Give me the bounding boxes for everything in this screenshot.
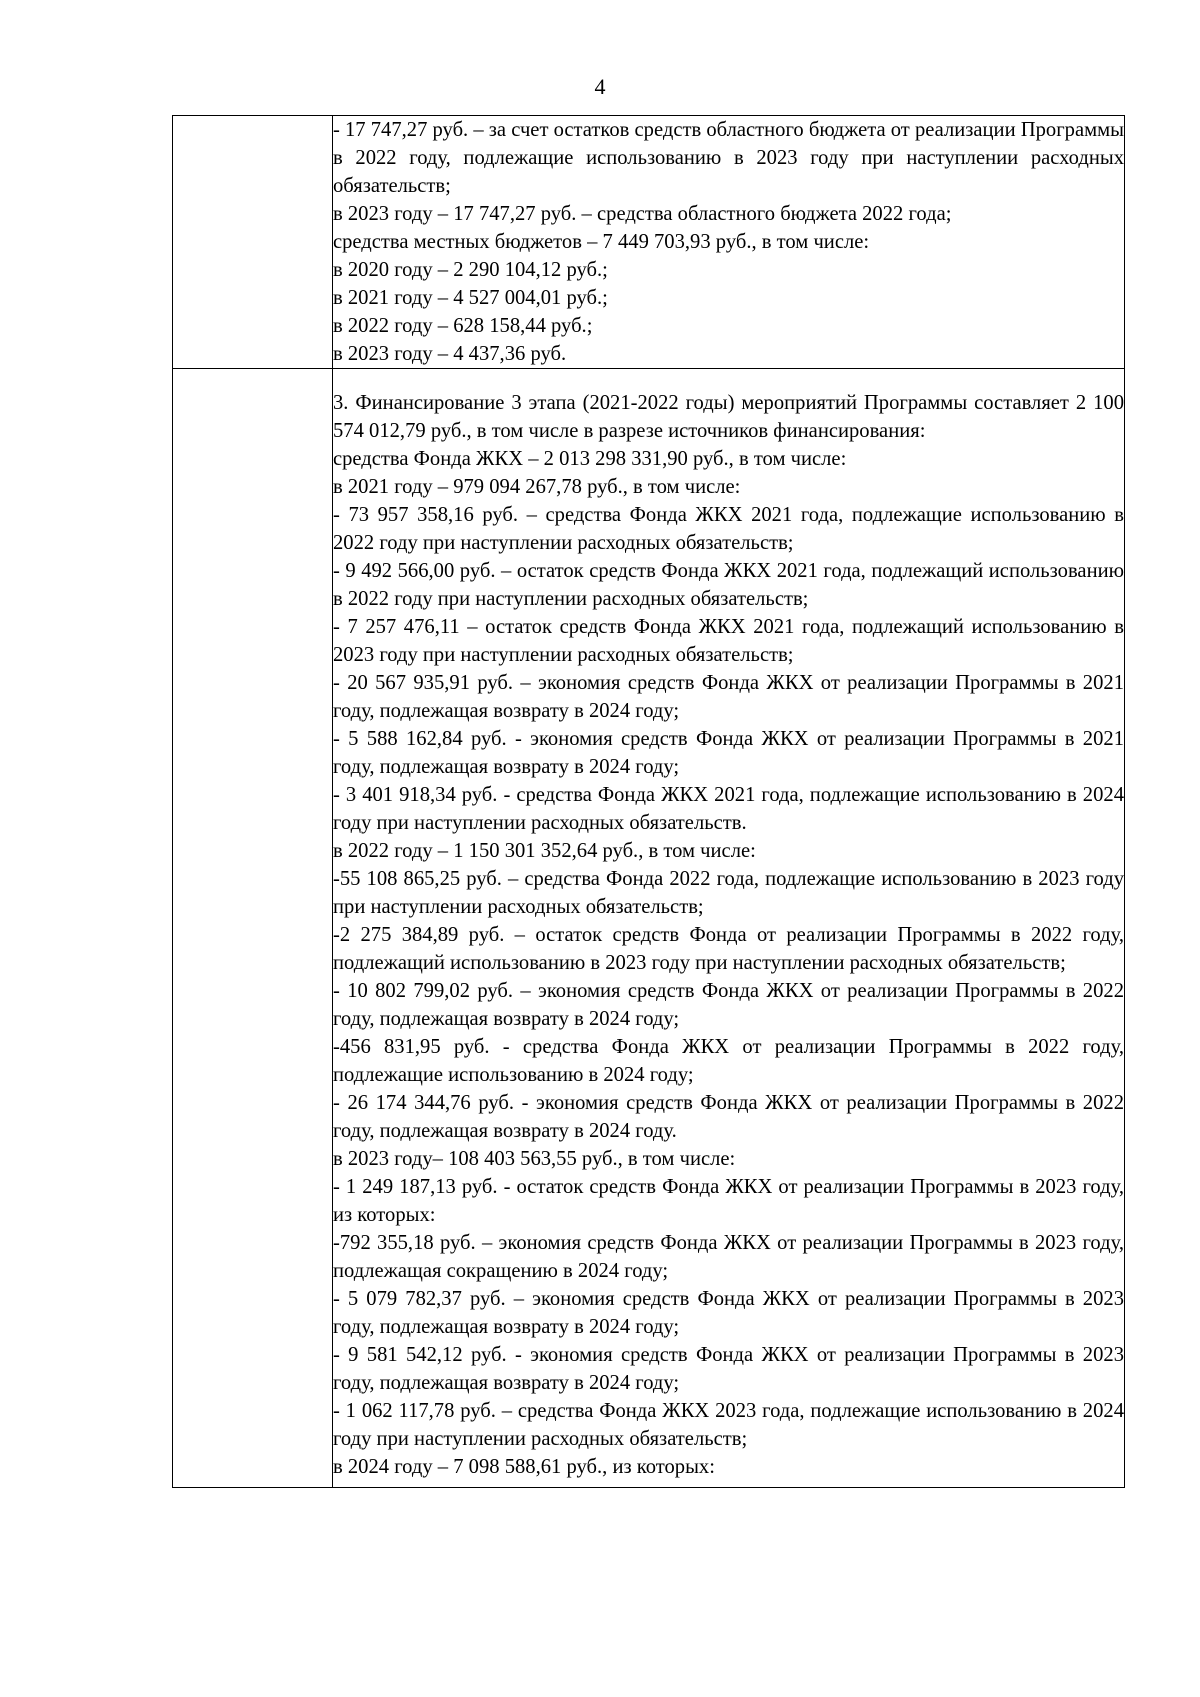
paragraph: -792 355,18 руб. – экономия средств Фонда ЖКХ от реализации Программы в 2023 году, подлежащая сокращению в 2024 году;	[333, 1232, 1124, 1282]
paragraph: - 9 492 566,00 руб. – остаток средств Фонда ЖКХ 2021 года, подлежащий использованию в 2022 году при наступлении расходных обязательств;	[333, 560, 1124, 610]
paragraph: - 73 957 358,16 руб. – средства Фонда ЖКХ 2021 года, подлежащие использованию в 2022 году при наступлении расходных обязательств;	[333, 504, 1124, 554]
paragraph: -55 108 865,25 руб. – средства Фонда 2022 года, подлежащие использованию в 2023 году при наступлении расходных обязательств;	[333, 868, 1124, 918]
paragraph: - 17 747,27 руб. – за счет остатков средств областного бюджета от реализации Программы в 2022 году, подлежащие использованию в 2023 году при наступлении расходных обязательств;	[333, 119, 1124, 197]
paragraph: в 2020 году – 2 290 104,12 руб.;	[333, 259, 608, 281]
paragraph: -2 275 384,89 руб. – остаток средств Фонда от реализации Программы в 2022 году, подлежащий использованию в 2023 году при наступлении расходных обязательств;	[333, 924, 1124, 974]
table-cell-right	[333, 116, 1125, 369]
paragraph: - 1 249 187,13 руб. - остаток средств Фонда ЖКХ от реализации Программы в 2023 году, из которых:	[333, 1176, 1124, 1226]
paragraph: в 2023 году– 108 403 563,55 руб., в том числе:	[333, 1148, 736, 1170]
paragraph: - 7 257 476,11 – остаток средств Фонда ЖКХ 2021 года, подлежащий использованию в 2023 году при наступлении расходных обязательств;	[333, 616, 1124, 666]
paragraph: в 2023 году – 17 747,27 руб. – средства областного бюджета 2022 года;	[333, 203, 952, 225]
table-cell-left	[173, 116, 333, 369]
paragraph: в 2021 году – 979 094 267,78 руб., в том числе:	[333, 476, 741, 498]
paragraph: -456 831,95 руб. - средства Фонда ЖКХ от реализации Программы в 2022 году, подлежащие использованию в 2024 году;	[333, 1036, 1124, 1086]
table-cell-left	[173, 369, 333, 1488]
table-cell-right	[333, 369, 1125, 1488]
paragraph: в 2022 году – 1 150 301 352,64 руб., в том числе:	[333, 840, 756, 862]
paragraph: средства местных бюджетов – 7 449 703,93 руб., в том числе:	[333, 231, 870, 253]
paragraph: средства Фонда ЖКХ – 2 013 298 331,90 руб., в том числе:	[333, 448, 847, 470]
financing-table	[172, 115, 1125, 1488]
paragraph: - 26 174 344,76 руб. - экономия средств Фонда ЖКХ от реализации Программы в 2022 году, подлежащая возврату в 2024 году.	[333, 1092, 1124, 1142]
paragraph: - 3 401 918,34 руб. - средства Фонда ЖКХ 2021 года, подлежащие использованию в 2024 году при наступлении расходных обязательств.	[333, 784, 1124, 834]
paragraph: - 5 588 162,84 руб. - экономия средств Фонда ЖКХ от реализации Программы в 2021 году, подлежащая возврату в 2024 году;	[333, 728, 1124, 778]
paragraph: - 5 079 782,37 руб. – экономия средств Фонда ЖКХ от реализации Программы в 2023 году, подлежащая возврату в 2024 году;	[333, 1288, 1124, 1338]
paragraph: - 10 802 799,02 руб. – экономия средств Фонда ЖКХ от реализации Программы в 2022 году, подлежащая возврату в 2024 году;	[333, 980, 1124, 1030]
paragraph: в 2023 году – 4 437,36 руб.	[333, 343, 567, 365]
paragraph: в 2024 году – 7 098 588,61 руб., из которых:	[333, 1456, 715, 1478]
paragraph: - 9 581 542,12 руб. - экономия средств Фонда ЖКХ от реализации Программы в 2023 году, подлежащая возврату в 2024 году;	[333, 1344, 1124, 1394]
page-number: 4	[594, 74, 606, 99]
paragraph: - 1 062 117,78 руб. – средства Фонда ЖКХ 2023 года, подлежащие использованию в 2024 году при наступлении расходных обязательств;	[333, 1400, 1124, 1450]
paragraph: в 2021 году – 4 527 004,01 руб.;	[333, 287, 608, 309]
table-row	[173, 116, 1125, 369]
paragraph: 3. Финансирование 3 этапа (2021-2022 годы) мероприятий Программы составляет 2 100 574 012,79 руб., в том числе в разрезе источников финансирования:	[333, 392, 1124, 442]
paragraph: в 2022 году – 628 158,44 руб.;	[333, 315, 593, 337]
table-row	[173, 369, 1125, 1488]
paragraph: - 20 567 935,91 руб. – экономия средств Фонда ЖКХ от реализации Программы в 2021 году, подлежащая возврату в 2024 году;	[333, 672, 1124, 722]
